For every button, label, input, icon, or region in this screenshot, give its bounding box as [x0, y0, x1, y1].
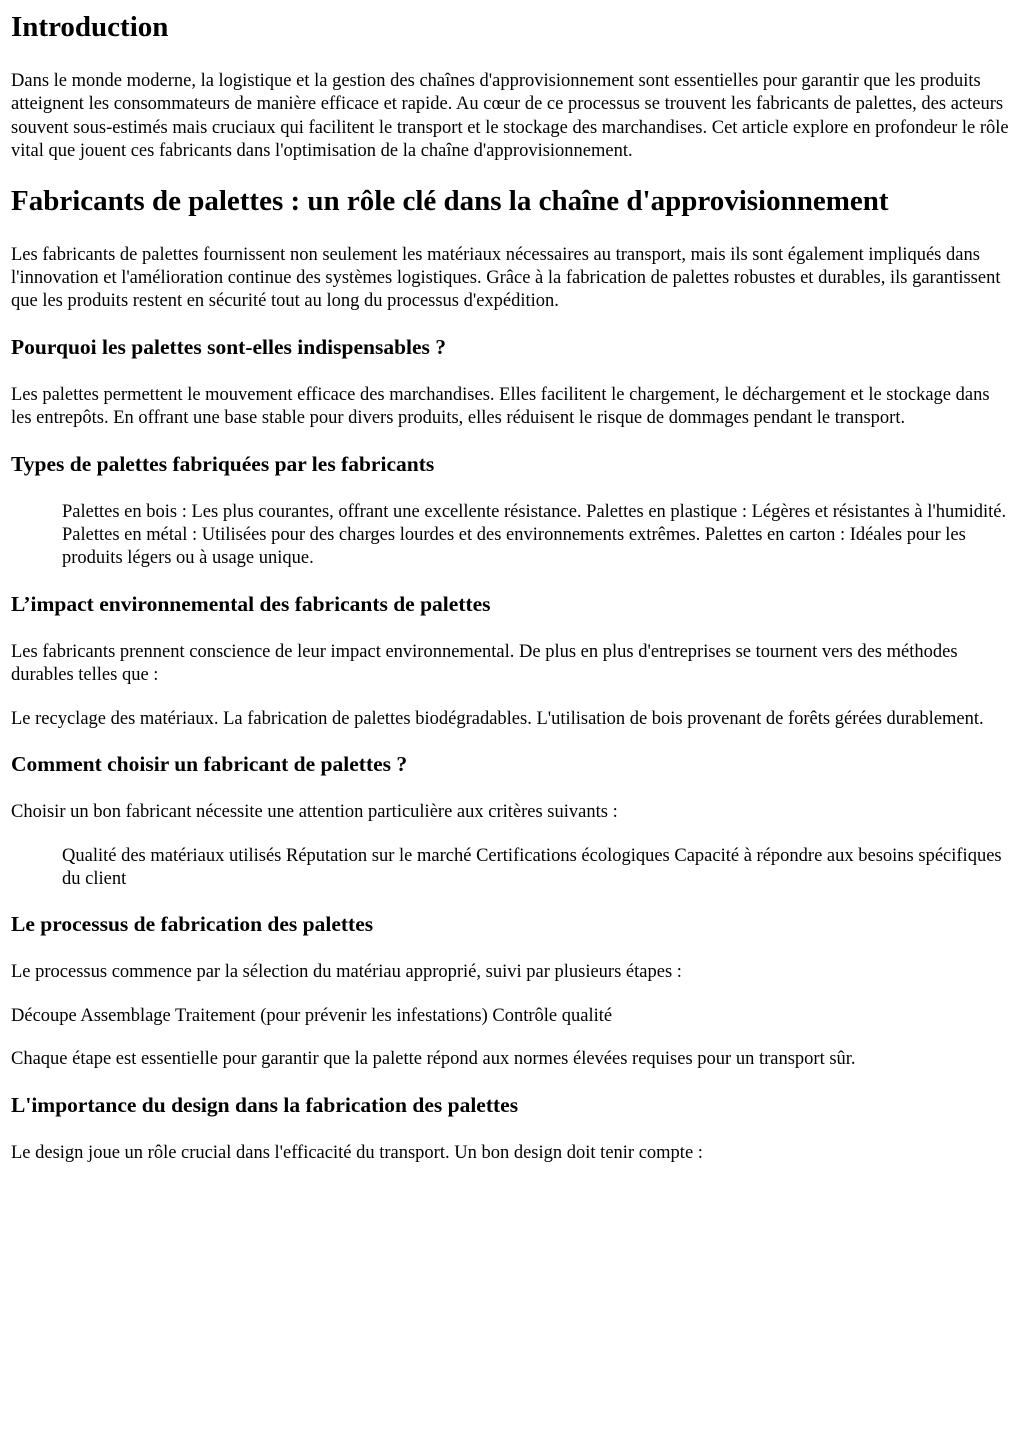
role-paragraph: Les fabricants de palettes fournissent non seulement les matériaux nécessaires au transport, mais ils sont également impliqués dans l'innovation et l'amélioration continue des systèmes logistiques. Grâce à la fabrication de palettes robustes et durables, ils garantissent que les produits restent en sécurité tout au long du processus d'expédition.	[11, 244, 1001, 312]
design-paragraph: Le design joue un rôle crucial dans l'efficacité du transport. Un bon design doit tenir compte :	[11, 1142, 703, 1163]
design-heading: L'importance du design dans la fabrication des palettes	[11, 1092, 519, 1117]
process-heading: Le processus de fabrication des palettes	[11, 912, 374, 937]
role-heading: Fabricants de palettes : un rôle clé dans la chaîne d'approvisionnement	[11, 184, 889, 217]
choose-heading: Comment choisir un fabricant de palettes ?	[11, 752, 408, 777]
intro-heading: Introduction	[11, 11, 169, 43]
choose-paragraph: Choisir un bon fabricant nécessite une attention particulière aux critères suivants :	[11, 802, 618, 823]
intro-paragraph: Dans le monde moderne, la logistique et la gestion des chaînes d'approvisionnement sont essentielles pour garantir que les produits atteignent les consommateurs de manière efficace et rapide. Au cœur de ce processus se trouvent les fabricants de palettes, des acteurs souvent sous-estimés mais cruciaux qui facilitent le transport et le stockage des marchandises. Cet article explore en profondeur le rôle vital que jouent ces fabricants dans l'optimisation de la chaîne d'approvisionnement.	[11, 71, 1009, 162]
environment-heading: L’impact environnemental des fabricants de palettes	[11, 591, 491, 616]
process-note: Chaque étape est essentielle pour garantir que la palette répond aux normes élevées requises pour un transport sûr.	[11, 1049, 856, 1070]
why-paragraph: Les palettes permettent le mouvement efficace des marchandises. Elles facilitent le chargement, le déchargement et le stockage dans les entrepôts. En offrant une base stable pour divers produits, elles réduisent le risque de dommages pendant le transport.	[11, 384, 990, 429]
environment-paragraph: Les fabricants prennent conscience de leur impact environnemental. De plus en plus d'entreprises se tournent vers des méthodes durables telles que :	[11, 641, 958, 686]
types-heading: Types de palettes fabriquées par les fabricants	[11, 451, 435, 476]
why-heading: Pourquoi les palettes sont-elles indispensables ?	[11, 334, 447, 359]
types-list: Palettes en bois : Les plus courantes, offrant une excellente résistance. Palettes en plastique : Légères et résistantes à l'humidité. Palettes en métal : Utilisées pour des charges lourdes et des environnements extrêmes. Palettes en carton : Idéales pour les produits légers ou à usage unique.	[62, 501, 1007, 569]
process-paragraph: Le processus commence par la sélection du matériau approprié, suivi par plusieurs étapes :	[11, 962, 682, 983]
process-steps-list: Découpe Assemblage Traitement (pour prévenir les infestations) Contrôle qualité	[11, 1005, 613, 1026]
environment-list: Le recyclage des matériaux. La fabrication de palettes biodégradables. L'utilisation de bois provenant de forêts gérées durablement.	[11, 708, 984, 729]
choose-criteria-list: Qualité des matériaux utilisés Réputation sur le marché Certifications écologiques Capacité à répondre aux besoins spécifiques du client	[62, 845, 1002, 889]
